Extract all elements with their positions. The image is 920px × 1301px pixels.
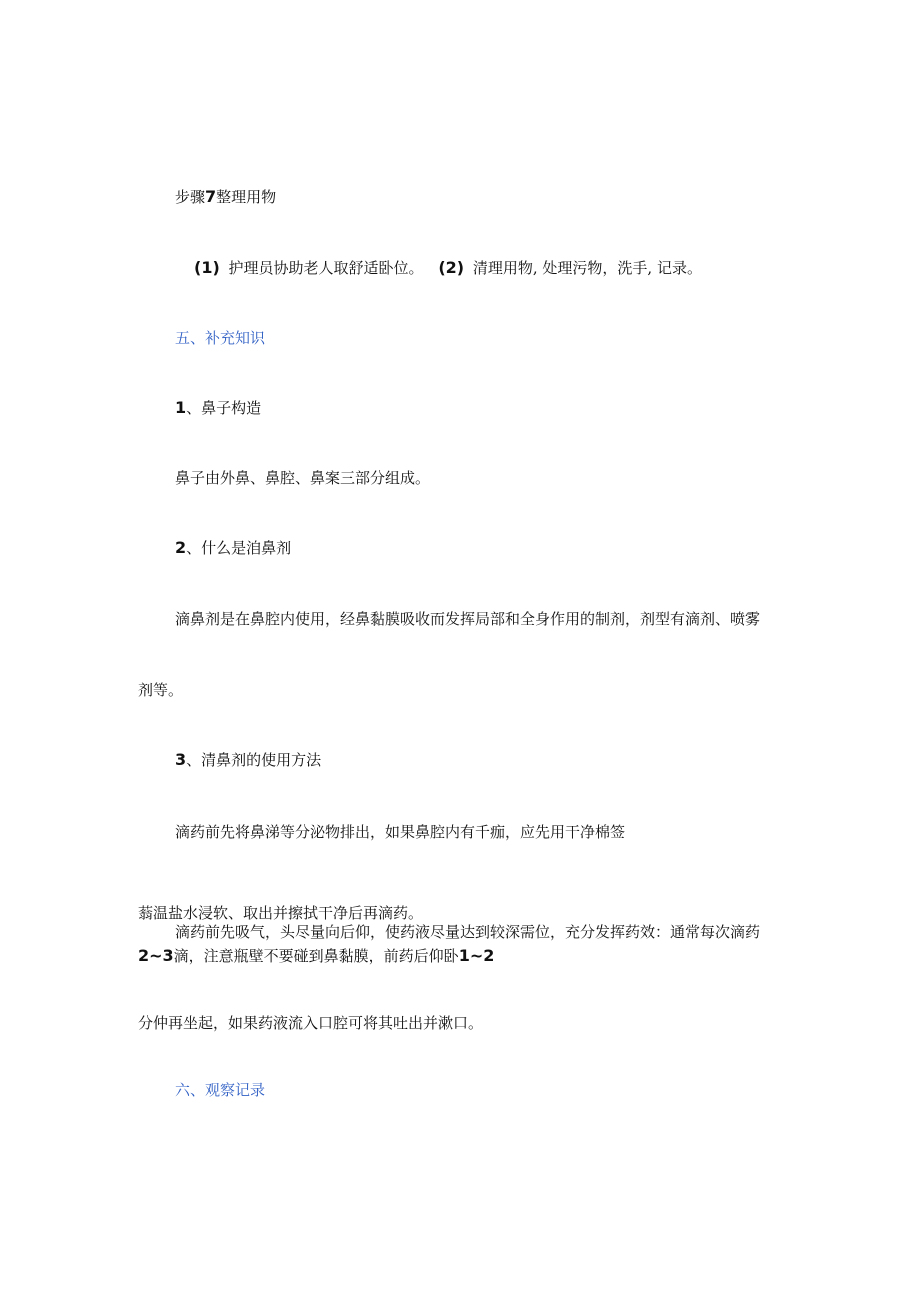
step7-items (194, 258, 702, 278)
subsection-3-para-2-line-2 (138, 946, 494, 966)
subsection-3-para-2-line-1: 滴药前先吸气，头尽量向后仰，使药液尽量达到较深需位，充分发挥药效：通常每次滴药 (175, 923, 761, 941)
item-2-number: (2) (438, 258, 465, 277)
subsection-2-title: 、什么是洎鼻剂 (186, 539, 292, 557)
subsection-3-para-2-line-3: 分仲再坐起，如果药液流入口腔可将其吐出并漱口。 (138, 1014, 484, 1032)
item-2-text: 清理用物, 处理污物，洗手, 记录。 (472, 259, 702, 277)
section-6-title: 六、观察记录 (175, 1081, 266, 1099)
step7-heading (175, 187, 276, 207)
item-1-text: 护理员协助老人取舒适卧位。 (228, 259, 424, 277)
subsection-1-heading (175, 398, 261, 418)
step7-prefix: 步骤 (175, 188, 206, 206)
subsection-2-heading (175, 538, 291, 558)
item-1-number: (1) (194, 258, 220, 277)
subsection-1-title: 、鼻子构造 (186, 399, 262, 417)
subsection-3-title: 、清鼻剂的使用方法 (186, 751, 322, 769)
section-5-title: 五、补充知识 (175, 329, 266, 347)
para-2-line-2-text: 滴，注意瓶壁不要碰到鼻黏膜，前药后仰卧 (173, 947, 459, 965)
dose-range: 2~3 (138, 946, 174, 965)
subsection-2-body-line-1: 滴鼻剂是在鼻腔内使用，经鼻黏膜吸收而发挥局部和全身作用的制剂，剂型有滴剂、喷雾 (175, 610, 761, 628)
subsection-2-number: 2 (175, 538, 187, 557)
step7-number: 7 (205, 187, 217, 206)
subsection-1-number: 1 (175, 398, 187, 417)
step7-title: 整理用物 (216, 188, 277, 206)
subsection-3-para-1-line-1: 滴药前先将鼻涕等分泌物排出，如果鼻腔内有千痂，应先用干净棉签 (175, 823, 626, 841)
duration-range: 1~2 (458, 946, 495, 965)
subsection-3-heading (175, 750, 321, 770)
subsection-3-para-1-line-2: 蓊温盐水浸软、取出并擦拭干净后再滴药。 (138, 904, 424, 922)
subsection-2-body-line-2: 剂等。 (138, 681, 184, 699)
subsection-3-number: 3 (175, 750, 187, 769)
subsection-1-body: 鼻子由外鼻、鼻腔、鼻案三部分组成。 (175, 469, 431, 487)
